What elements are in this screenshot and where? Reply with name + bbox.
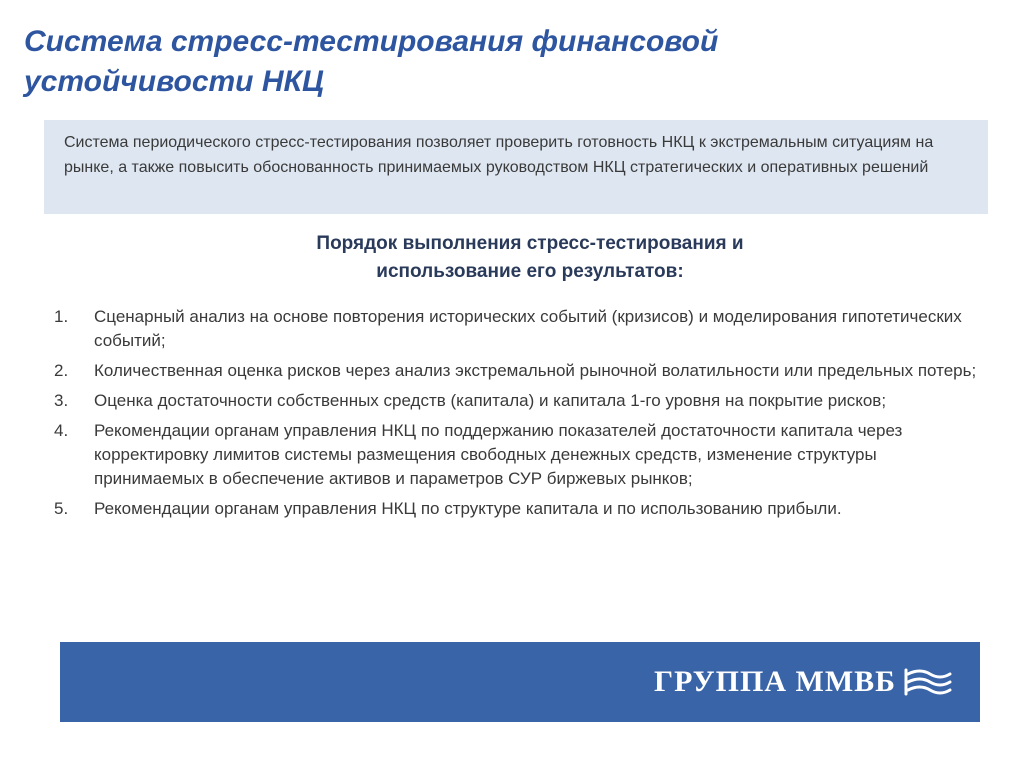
step-number: 4. [54,421,69,440]
brand-name: ГРУППА ММВБ [654,665,896,698]
step-item [48,305,978,353]
section-subtitle [180,230,880,286]
intro-box [44,120,988,214]
slide-title: Система стресс-тестирования финансовой устойчивости НКЦ [24,25,719,98]
brand [654,666,952,698]
step-text: Оценка достаточности собственных средств (капитала) и капитала 1-го уровня на покрытие рисков; [94,391,887,410]
footer-band [60,642,980,722]
mmvb-logo-icon [904,666,952,698]
intro-text: Система периодического стресс-тестирования позволяет проверить готовность НКЦ к экстремальным ситуациям на рынке, а также повысить обоснованность принимаемых руководством НКЦ стратегических и оперативных решений [64,134,934,176]
step-number: 1. [54,307,69,326]
subtitle-line-1: Порядок выполнения стресс-тестирования и [316,233,744,254]
step-number: 5. [54,499,69,518]
subtitle-line-2: использование его результатов: [376,261,684,282]
step-text: Количественная оценка рисков через анализ экстремальной рыночной волатильности или предельных потерь; [94,361,977,380]
steps-list [48,305,978,527]
step-item [48,389,978,413]
step-number: 3. [54,391,69,410]
step-item [48,497,978,521]
step-item [48,419,978,491]
step-text: Рекомендации органам управления НКЦ по структуре капитала и по использованию прибыли. [94,499,842,518]
step-number: 2. [54,361,69,380]
step-text: Сценарный анализ на основе повторения исторических событий (кризисов) и моделирования гипотетических событий; [94,307,962,350]
step-item [48,359,978,383]
step-text: Рекомендации органам управления НКЦ по поддержанию показателей достаточности капитала через корректировку лимитов системы размещения свободных денежных средств, изменение структуры принимаемых в обеспечение активов и параметров СУР биржевых рынков; [94,421,903,488]
